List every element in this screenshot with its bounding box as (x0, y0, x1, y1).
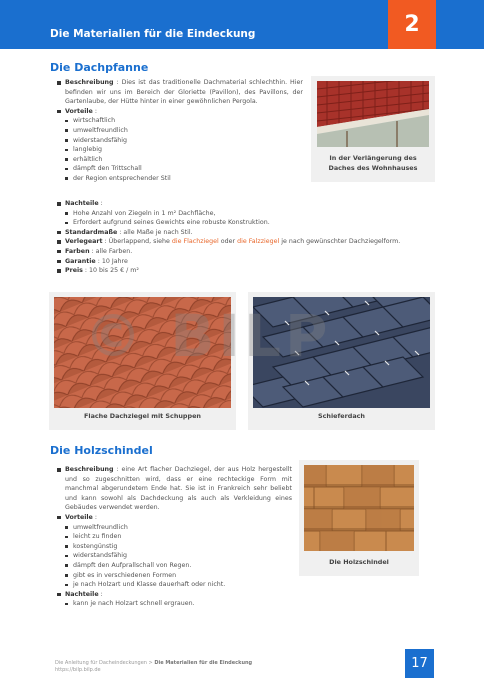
footer-breadcrumb: Die Anleitung für Dacheindeckungen > Die Materialien für die Eindeckung https://bilp.bilp.de (55, 660, 253, 673)
roof-extension-image (317, 81, 429, 147)
list-item: Garantie : 10 Jahre (56, 257, 436, 267)
section-heading-dachpfanne: Die Dachpfanne (50, 61, 149, 74)
figure-caption: In der Verlängerung des Daches des Wohnhauses (328, 154, 418, 172)
figure-slate-roof (248, 292, 435, 430)
list-item: langlebig (56, 145, 303, 155)
list-item: widerstandsfähig (56, 136, 303, 146)
list-item: Beschreibung : eine Art flacher Dachziegel, der aus Holz hergestellt und so zugeschnitten wird, dass er eine rechteckige Form mit manchmal abgerundetem Ende hat. Sie ist in Frankreich sehr beliebt und kann sowohl als Dachdeckung als auch als Verkleidung eines Gebäudes verwendet werden. (56, 465, 292, 513)
footer-url[interactable]: https://bilp.bilp.de (55, 667, 101, 673)
list-item: kostengünstig (56, 542, 292, 552)
list-item: Beschreibung : Dies ist das traditionelle Dachmaterial schlechthin. Hier befinden wir uns im Bereich der Gloriette (Pavillon), des Pavillons, der Gartenlaube, der Hütte hinter in einer gewöhnlichen Pergola. (56, 78, 303, 107)
list-item: widerstandsfähig (56, 551, 292, 561)
list-item: Nachteile : (56, 590, 292, 600)
list-item: Nachteile : (56, 199, 436, 209)
dachpfanne-upper-text (56, 78, 303, 184)
slate-roof-image (253, 297, 430, 408)
list-item: dämpft den Trittschall (56, 164, 303, 174)
list-item: Farben : alle Farben. (56, 247, 436, 257)
figure-wood-shingles (299, 460, 419, 576)
list-item: Verlegeart : Überlappend, siehe die Flachziegel oder die Falzziegel je nach gewünschter Dachziegelform. (56, 237, 436, 247)
wood-shingles-image (304, 465, 414, 551)
list-item: Vorteile : (56, 513, 292, 523)
figure-caption: Schieferdach (318, 412, 365, 420)
list-item: wirtschaftlich (56, 116, 303, 126)
list-item: Vorteile : (56, 107, 303, 117)
list-item: umweltfreundlich (56, 523, 292, 533)
list-item: je nach Holzart und Klasse dauerhaft oder nicht. (56, 580, 292, 590)
section-heading-holzschindel: Die Holzschindel (50, 444, 153, 457)
flachziegel-link[interactable]: die Flachziegel (171, 238, 219, 246)
list-item: Hohe Anzahl von Ziegeln in 1 m² Dachfläche, (56, 209, 436, 219)
figure-caption: Flache Dachziegel mit Schuppen (84, 412, 201, 420)
watermark: © BILP (84, 302, 332, 370)
list-item: dämpft den Aufprallschall von Regen. (56, 561, 292, 571)
chapter-badge: 2 (388, 0, 436, 49)
list-item: gibt es in verschiedenen Formen (56, 571, 292, 581)
falzziegel-link[interactable]: die Falzziegel (237, 238, 280, 246)
list-item: erhältlich (56, 155, 303, 165)
list-item: Preis : 10 bis 25 € / m² (56, 266, 436, 276)
figure-caption: Die Holzschindel (329, 558, 389, 566)
list-item: Erfordert aufgrund seines Gewichts eine robuste Konstruktion. (56, 218, 436, 228)
list-item: der Region entsprechender Stil (56, 174, 303, 184)
flat-tiles-image (54, 297, 231, 408)
dachpfanne-lower-text (56, 199, 436, 276)
list-item: kann je nach Holzart schnell ergrauen. (56, 599, 292, 609)
list-item: umweltfreundlich (56, 126, 303, 136)
figure-roof-extension (311, 76, 435, 182)
page-number: 17 (405, 649, 434, 678)
holzschindel-text (56, 465, 292, 609)
list-item: leicht zu finden (56, 532, 292, 542)
figure-flat-tiles (49, 292, 236, 430)
header-title: Die Materialien für die Eindeckung (50, 28, 256, 40)
list-item: Standardmaße : alle Maße je nach Stil. (56, 228, 436, 238)
